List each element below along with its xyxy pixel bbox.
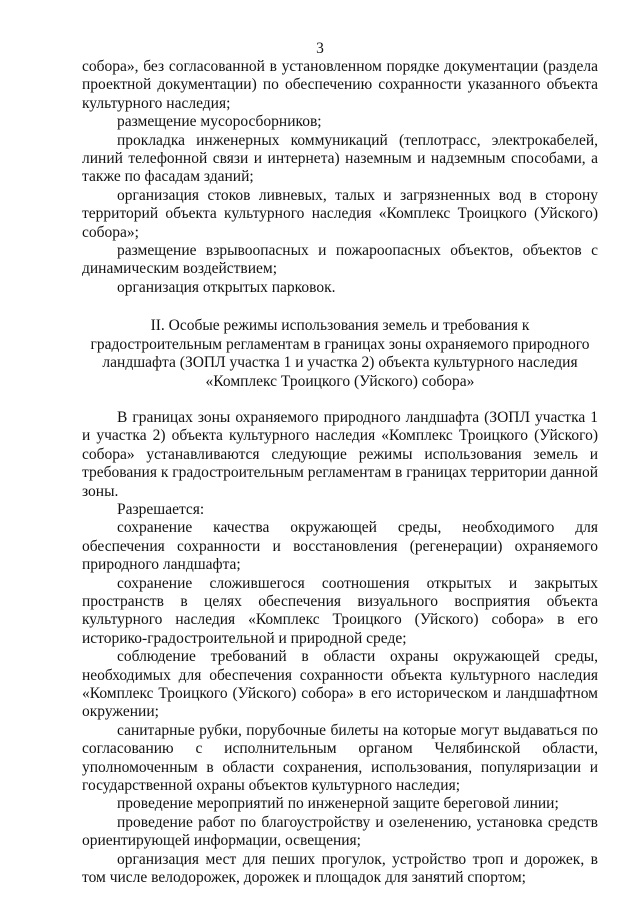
allowed-item-walking-places: организация мест для пеших прогулок, устройство троп и дорожек, в том числе велодорожек, дорожек и площадок для занятий спортом; — [82, 850, 598, 887]
document-body — [82, 58, 598, 887]
section-intro-paragraph: В границах зоны охраняемого природного ландшафта (ЗОПЛ участка 1 и участка 2) объекта культурного наследия «Комплекс Троицкого (Уйского) собора» устанавливаются следующие режимы использования земель и требования к градостроительным регламентам в границах территории данной зоны. — [82, 408, 598, 500]
allowed-item-requirements: соблюдение требований в области охраны окружающей среды, необходимых для обеспечения сохранности объекта культурного наследия «Комплекс Троицкого (Уйского) собора» в его историческом и ландшафтном окружении; — [82, 648, 598, 721]
allowed-item-spaces: сохранение сложившегося соотношения открытых и закрытых пространств в целях обеспечения визуального восприятия объекта культурного наследия «Комплекс Троицкого (Уйского) собора» в его историко-градостроительной и природной среде; — [82, 574, 598, 647]
prohibited-item-utilities: прокладка инженерных коммуникаций (теплотрасс, электрокабелей, линий телефонной связи и интернета) наземным и надземным способами, а также по фасадам зданий; — [82, 131, 598, 186]
allowed-label: Разрешается: — [117, 500, 205, 518]
prohibited-item-drainage: организация стоков ливневых, талых и загрязненных вод в сторону территорий объекта культурного наследия «Комплекс Троицкого (Уйского) собора»; — [82, 186, 598, 241]
allowed-item-sanitary-felling: санитарные рубки, порубочные билеты на которые могут выдаваться по согласованию с исполнительным органом Челябинской области, уполномоченным в области сохранения, использования, популяризации и государственной охраны объектов культурного наследия; — [82, 721, 598, 795]
allowed-item-environment: сохранение качества окружающей среды, необходимого для обеспечения сохранности и восстановления (регенерации) охраняемого природного ландшафта; — [82, 519, 598, 574]
section-heading: II. Особые режимы использования земель и требования к градостроительным регламентам в границах зоны охраняемого природного ландшафта (ЗОПЛ участка 1 и участка 2) объекта культурного наследия «Комплекс Троицкого (Уйского) собора» — [90, 317, 590, 390]
prohibited-item-parking: организация открытых парковок. — [117, 278, 336, 296]
page-number: 3 — [316, 40, 324, 57]
paragraph-continuation: собора», без согласованной в установленном порядке документации (раздела проектной документации) по обеспечению сохранности указанного объекта культурного наследия; — [82, 58, 598, 112]
prohibited-item-hazardous-objects: размещение взрывоопасных и пожароопасных объектов, объектов с динамическим воздействием; — [82, 242, 598, 278]
allowed-item-shore-protection: проведение мероприятий по инженерной защите береговой линии; — [117, 795, 559, 813]
prohibited-item-waste-bins: размещение мусоросборников; — [117, 113, 322, 131]
allowed-item-landscaping: проведение работ по благоустройству и озеленению, установка средств ориентирующей информации, освещения; — [82, 813, 598, 850]
